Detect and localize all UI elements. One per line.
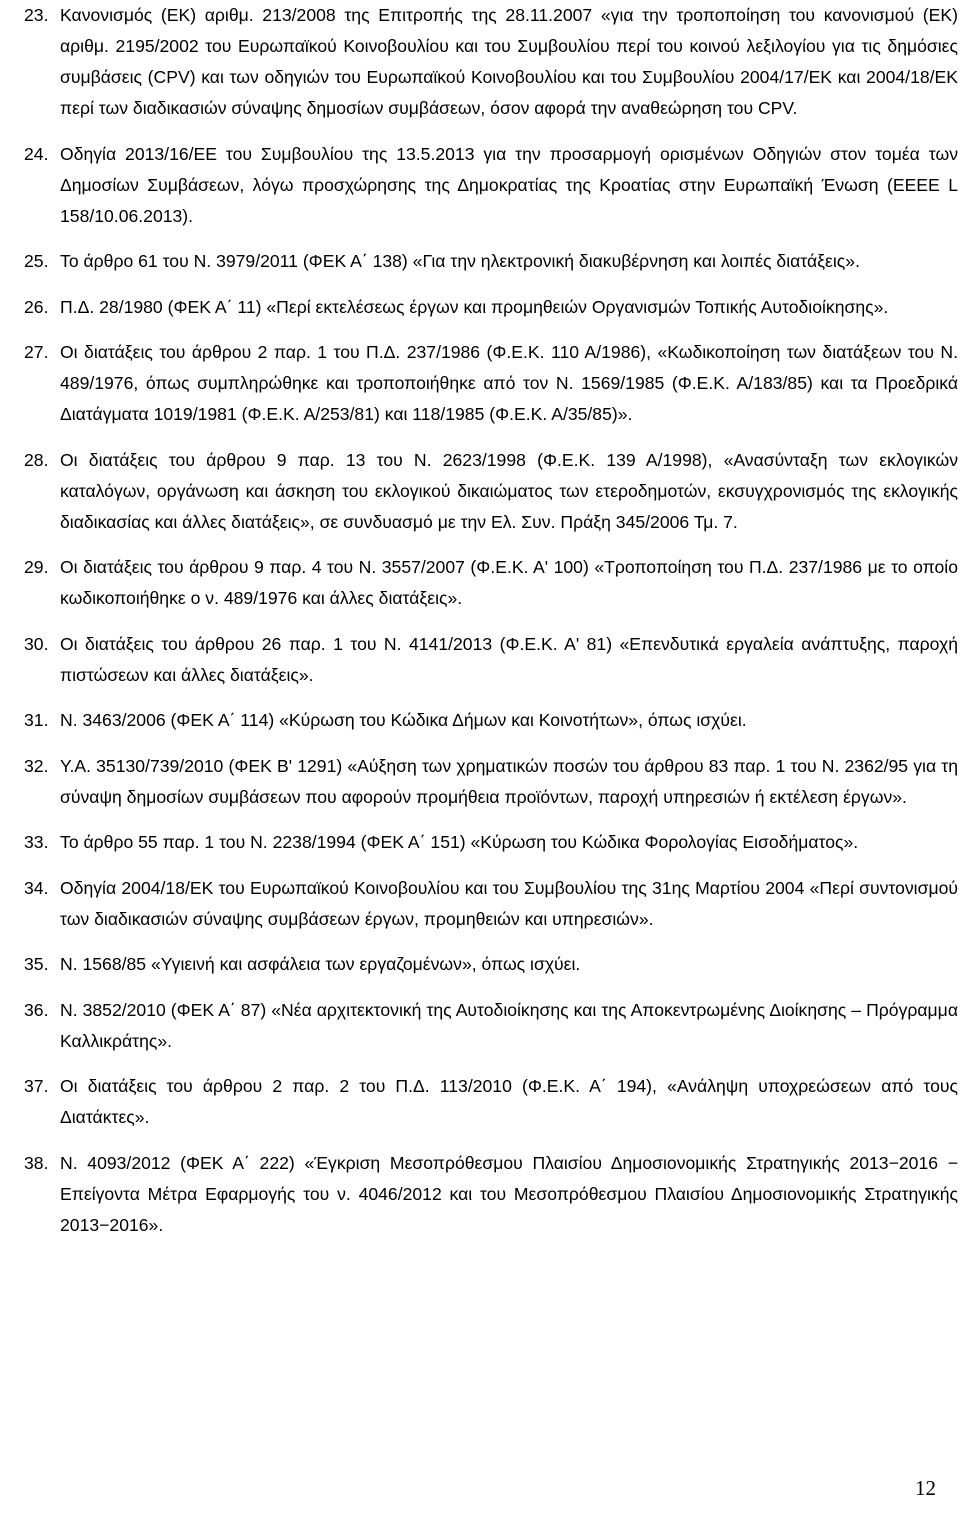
list-item-23 xyxy=(24,0,958,124)
list-item-25 xyxy=(24,246,958,277)
item-number: 31. xyxy=(24,710,49,730)
item-number: 26. xyxy=(24,296,49,317)
item-number: 38. xyxy=(24,1152,49,1173)
item-text: Κανονισμός (ΕΚ) αριθμ. 213/2008 της Επιτροπής της 28.11.2007 «για την τροποποίηση του κανονισμού (ΕΚ) αριθμ. 2195/2002 του Ευρωπαϊκού Κοινοβουλίου και του Συμβουλίου περί του κοινού λεξιλογίου για τις δημόσιες συμβάσεις (CPV) και των οδηγιών του Ευρωπαϊκού Κοινοβουλίου και του Συμβουλίου 2004/17/ΕΚ και 2004/18/ΕΚ περί των διαδικασιών σύναψης δημοσίων συμβάσεων, όσον αφορά την αναθεώρηση του CPV. xyxy=(60,5,958,118)
list-item-35 xyxy=(24,949,958,980)
list-item-27 xyxy=(24,337,958,430)
item-number: 25. xyxy=(24,251,49,271)
item-number: 24. xyxy=(24,143,49,164)
list-item-30 xyxy=(24,629,958,691)
item-text: Ν. 4093/2012 (ΦΕΚ Α΄ 222) «Έγκριση Μεσοπρόθεσμου Πλαισίου Δημοσιονομικής Στρατηγικής 2013−2016 − Επείγοντα Μέτρα Εφαρμογής του ν. 4046/2012 και του Μεσοπρόθεσμου Πλαισίου Δημοσιονομικής Στρατηγικής 2013−2016». xyxy=(60,1152,958,1235)
item-number: 28. xyxy=(24,449,49,470)
item-number: 37. xyxy=(24,1076,49,1096)
item-text: Το άρθρο 55 παρ. 1 του Ν. 2238/1994 (ΦΕΚ Α΄ 151) «Κύρωση του Κώδικα Φορολογίας Εισοδήματος». xyxy=(60,832,859,852)
item-number: 23. xyxy=(24,5,49,25)
list-item-29 xyxy=(24,552,958,614)
item-text: Οι διατάξεις του άρθρου 26 παρ. 1 του Ν. 4141/2013 (Φ.Ε.Κ. Α' 81) «Επενδυτικά εργαλεία ανάπτυξης, παροχή πιστώσεων και άλλες διατάξεις». xyxy=(60,633,958,685)
item-text: Οδηγία 2004/18/ΕΚ του Ευρωπαϊκού Κοινοβουλίου και του Συμβουλίου της 31ης Μαρτίου 2004 «Περί συντονισμού των διαδικασιών σύναψης συμβάσεων έργων, προμηθειών και υπηρεσιών». xyxy=(60,877,958,929)
list-item-33 xyxy=(24,827,958,858)
item-text: Ν. 3852/2010 (ΦΕΚ Α΄ 87) «Νέα αρχιτεκτονική της Αυτοδιοίκησης και της Αποκεντρωμένης Διοίκησης – Πρόγραμμα Καλλικράτης». xyxy=(60,999,958,1051)
list-item-31 xyxy=(24,705,958,736)
item-text: Οδηγία 2013/16/ΕΕ του Συμβουλίου της 13.5.2013 για την προσαρμογή ορισμένων Οδηγιών στον τομέα των Δημοσίων Συμβάσεων, λόγω προσχώρησης της Δημοκρατίας της Κροατίας στην Ευρωπαϊκή Ένωση (ΕΕΕΕ L 158/10.06.2013). xyxy=(60,143,958,226)
list-item-36 xyxy=(24,995,958,1057)
item-text: Οι διατάξεις του άρθρου 2 παρ. 1 του Π.Δ. 237/1986 (Φ.Ε.Κ. 110 Α/1986), «Κωδικοποίηση των διατάξεων του Ν. 489/1976, όπως συμπληρώθηκε και τροποποιήθηκε από τον Ν. 1569/1985 (Φ.Ε.Κ. Α/183/85) και τα Προεδρικά Διατάγματα 1019/1981 (Φ.Ε.Κ. Α/253/81) και 118/1985 (Φ.Ε.Κ. Α/35/85)». xyxy=(60,342,958,424)
item-number: 27. xyxy=(24,342,49,362)
item-number: 32. xyxy=(24,755,49,776)
list-item-37 xyxy=(24,1071,958,1133)
item-number: 30. xyxy=(24,633,49,654)
list-item-26 xyxy=(24,292,958,323)
item-text: Οι διατάξεις του άρθρου 9 παρ. 4 του Ν. 3557/2007 (Φ.Ε.Κ. Α' 100) «Τροποποίηση του Π.Δ. 237/1986 με το οποίο κωδικοποιήθηκε ο ν. 489/1976 και άλλες διατάξεις». xyxy=(60,557,958,608)
list-item-32 xyxy=(24,751,958,813)
list-item-24 xyxy=(24,139,958,232)
item-text: Το άρθρο 61 του Ν. 3979/2011 (ΦΕΚ Α΄ 138) «Για την ηλεκτρονική διακυβέρνηση και λοιπές διατάξεις». xyxy=(60,251,860,271)
item-number: 33. xyxy=(24,832,49,852)
item-text: Οι διατάξεις του άρθρου 2 παρ. 2 του Π.Δ. 113/2010 (Φ.Ε.Κ. Α΄ 194), «Ανάληψη υποχρεώσεων από τους Διατάκτες». xyxy=(60,1076,958,1127)
item-text: Ν. 1568/85 «Υγιεινή και ασφάλεια των εργαζομένων», όπως ισχύει. xyxy=(60,954,581,974)
list-item-28 xyxy=(24,445,958,538)
item-number: 35. xyxy=(24,954,49,974)
list-item-38 xyxy=(24,1148,958,1241)
item-text: Υ.Α. 35130/739/2010 (ΦΕΚ Β' 1291) «Αύξηση των χρηματικών ποσών του άρθρου 83 παρ. 1 του Ν. 2362/95 για τη σύναψη δημοσίων συμβάσεων που αφορούν προμήθεια προϊόντων, παροχή υπηρεσιών ή εκτέλεση έργων». xyxy=(60,755,958,807)
item-text: Οι διατάξεις του άρθρου 9 παρ. 13 του Ν. 2623/1998 (Φ.Ε.Κ. 139 Α/1998), «Ανασύνταξη των εκλογικών καταλόγων, οργάνωση και άσκηση του εκλογικού δικαιώματος των ετεροδημοτών, εκσυγχρονισμός της εκλογικής διαδικασίας και άλλες διατάξεις», σε συνδυασμό με την Ελ. Συν. Πράξη 345/2006 Τμ. 7. xyxy=(60,449,958,532)
item-number: 36. xyxy=(24,999,49,1020)
item-number: 29. xyxy=(24,557,49,577)
item-number: 34. xyxy=(24,877,49,898)
item-text: Π.Δ. 28/1980 (ΦΕΚ Α΄ 11) «Περί εκτελέσεως έργων και προμηθειών Οργανισμών Τοπικής Αυτοδιοίκησης». xyxy=(60,296,889,317)
legal-reference-list xyxy=(24,0,958,1255)
page-number: 12 xyxy=(915,1476,936,1500)
list-item-34 xyxy=(24,873,958,935)
item-text: Ν. 3463/2006 (ΦΕΚ Α΄ 114) «Κύρωση του Κώδικα Δήμων και Κοινοτήτων», όπως ισχύει. xyxy=(60,710,747,730)
